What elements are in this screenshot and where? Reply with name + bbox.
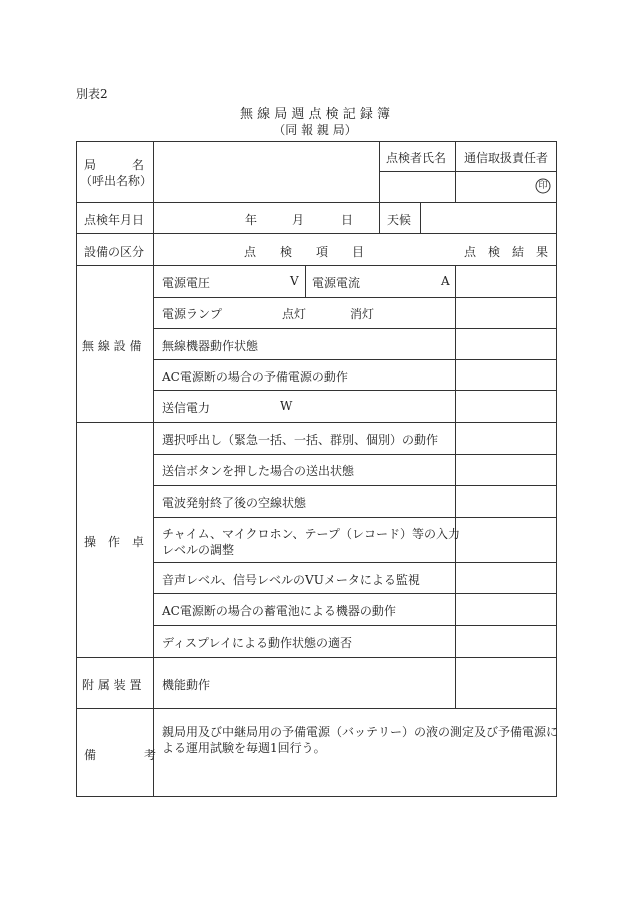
function-operation: 機能動作	[162, 678, 211, 692]
console-item: 音声レベル、信号レベルのVUメータによる監視	[162, 573, 420, 587]
call-sign-label: （呼出名称）	[80, 174, 153, 188]
category-header: 設備の区分	[84, 245, 145, 259]
voltage-unit: V	[290, 274, 299, 288]
day-label: 日	[341, 213, 354, 227]
console-label: 操 作 卓	[84, 535, 145, 549]
remarks-label: 備 考	[84, 748, 157, 762]
power-lamp-label: 電源ランプ	[162, 307, 223, 321]
console-item: ディスプレイによる動作状態の適否	[162, 636, 352, 650]
appendix-number: 別表2	[76, 87, 108, 101]
year-label: 年	[245, 213, 258, 227]
lamp-off-label: 消灯	[350, 307, 375, 321]
seal-mark: 印	[538, 181, 548, 191]
console-item: 電波発射終了後の空線状態	[162, 496, 307, 510]
weather-label: 天候	[387, 213, 412, 227]
console-item-continuation: レベルの調整	[162, 543, 235, 557]
power-voltage-label: 電源電圧	[162, 276, 211, 290]
page-subtitle: （同 報 親 局）	[273, 123, 357, 137]
transmit-power-label: 送信電力	[162, 401, 211, 415]
power-unit: W	[280, 399, 293, 413]
manager-label: 通信取扱責任者	[464, 151, 549, 165]
page-title: 無 線 局 週 点 検 記 録 簿	[239, 107, 391, 122]
lamp-on-label: 点灯	[282, 307, 307, 321]
console-item: 選択呼出し（緊急一括、一括、群別、個別）の動作	[162, 433, 439, 447]
items-header: 点 検 項 目	[243, 245, 364, 259]
station-name-label: 局 名	[84, 158, 145, 172]
remarks-text-line-2: よる運用試験を毎週1回行う。	[162, 741, 326, 755]
power-current-label: 電源電流	[312, 276, 361, 290]
radio-equipment-label: 無 線 設 備	[82, 339, 142, 353]
month-label: 月	[292, 213, 305, 227]
result-header: 点 検 結 果	[463, 245, 548, 259]
console-item: 送信ボタンを押した場合の送出状態	[162, 464, 355, 478]
console-item: チャイム、マイクロホン、テープ（レコード）等の入力	[162, 527, 460, 541]
console-item: AC電源断の場合の蓄電池による機器の動作	[162, 604, 396, 618]
remarks-text-line-1: 親局用及び中継局用の予備電源（バッテリー）の液の測定及び予備電源に	[162, 725, 559, 739]
accessory-label: 附 属 装 置	[82, 678, 142, 692]
radio-equipment-status: 無線機器動作状態	[162, 339, 259, 353]
inspection-date-label: 点検年月日	[84, 213, 145, 227]
inspector-name-label: 点検者氏名	[386, 151, 447, 165]
current-unit: A	[441, 274, 450, 288]
backup-power-operation: AC電源断の場合の予備電源の動作	[162, 370, 348, 384]
